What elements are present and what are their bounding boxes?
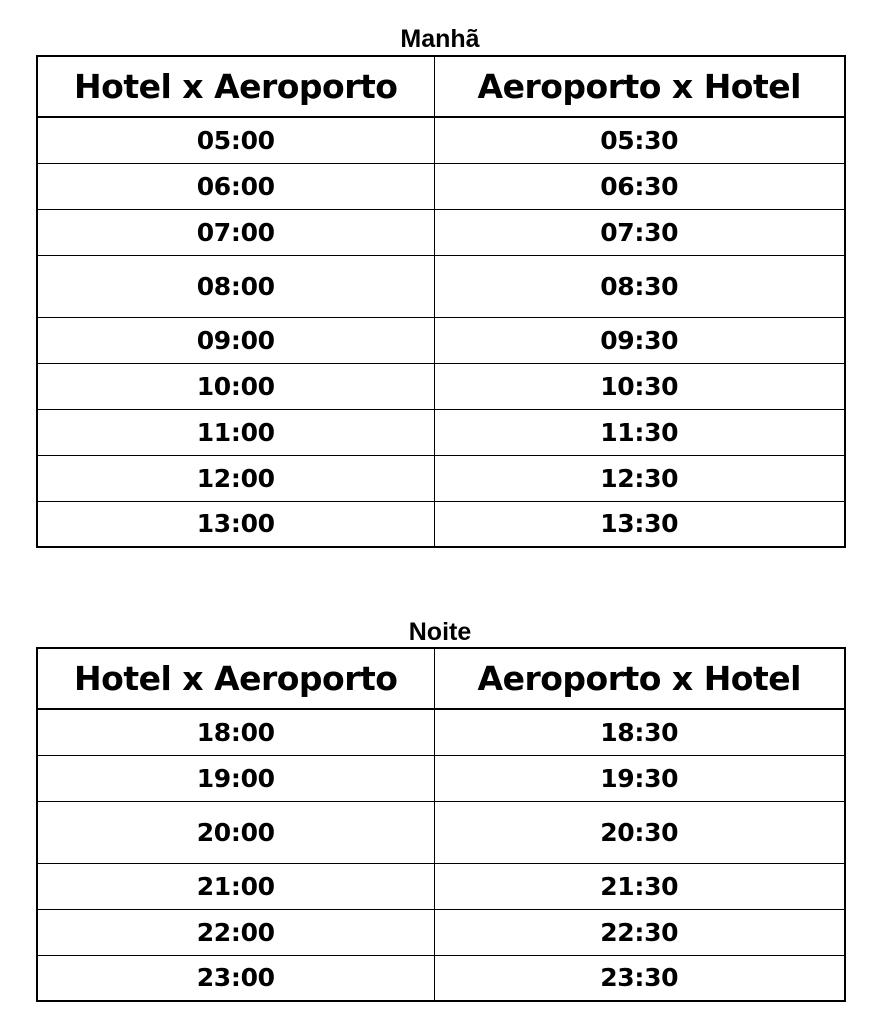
return-time: 08:30 <box>434 255 845 317</box>
return-time: 18:30 <box>434 709 845 755</box>
return-time: 20:30 <box>434 801 845 863</box>
return-time: 12:30 <box>434 455 845 501</box>
departure-time: 08:00 <box>37 255 434 317</box>
table-header-row <box>37 648 845 709</box>
departure-time: 18:00 <box>37 709 434 755</box>
departure-time: 05:00 <box>37 117 434 163</box>
morning-title: Manhã <box>400 25 480 53</box>
table-row <box>37 455 845 501</box>
column-header-airport-to-hotel: Aeroporto x Hotel <box>434 56 845 117</box>
table-row <box>37 163 845 209</box>
table-row <box>37 755 845 801</box>
table-row <box>37 801 845 863</box>
night-schedule-table <box>36 647 846 1002</box>
departure-time: 13:00 <box>37 501 434 547</box>
table-row <box>37 955 845 1001</box>
return-time: 09:30 <box>434 317 845 363</box>
table-row <box>37 117 845 163</box>
table-row <box>37 863 845 909</box>
return-time: 07:30 <box>434 209 845 255</box>
morning-schedule-table <box>36 55 846 548</box>
departure-time: 19:00 <box>37 755 434 801</box>
return-time: 13:30 <box>434 501 845 547</box>
column-header-airport-to-hotel: Aeroporto x Hotel <box>434 648 845 709</box>
column-header-hotel-to-airport: Hotel x Aeroporto <box>37 56 434 117</box>
return-time: 05:30 <box>434 117 845 163</box>
table-row <box>37 409 845 455</box>
return-time: 22:30 <box>434 909 845 955</box>
table-row <box>37 909 845 955</box>
departure-time: 12:00 <box>37 455 434 501</box>
departure-time: 07:00 <box>37 209 434 255</box>
return-time: 06:30 <box>434 163 845 209</box>
column-header-hotel-to-airport: Hotel x Aeroporto <box>37 648 434 709</box>
table-row <box>37 363 845 409</box>
return-time: 11:30 <box>434 409 845 455</box>
return-time: 10:30 <box>434 363 845 409</box>
departure-time: 06:00 <box>37 163 434 209</box>
table-header-row <box>37 56 845 117</box>
departure-time: 11:00 <box>37 409 434 455</box>
table-row <box>37 255 845 317</box>
table-row <box>37 317 845 363</box>
departure-time: 21:00 <box>37 863 434 909</box>
departure-time: 20:00 <box>37 801 434 863</box>
return-time: 19:30 <box>434 755 845 801</box>
table-row <box>37 501 845 547</box>
departure-time: 10:00 <box>37 363 434 409</box>
departure-time: 09:00 <box>37 317 434 363</box>
night-title: Noite <box>408 618 472 646</box>
return-time: 21:30 <box>434 863 845 909</box>
departure-time: 23:00 <box>37 955 434 1001</box>
return-time: 23:30 <box>434 955 845 1001</box>
departure-time: 22:00 <box>37 909 434 955</box>
table-row <box>37 709 845 755</box>
table-row <box>37 209 845 255</box>
